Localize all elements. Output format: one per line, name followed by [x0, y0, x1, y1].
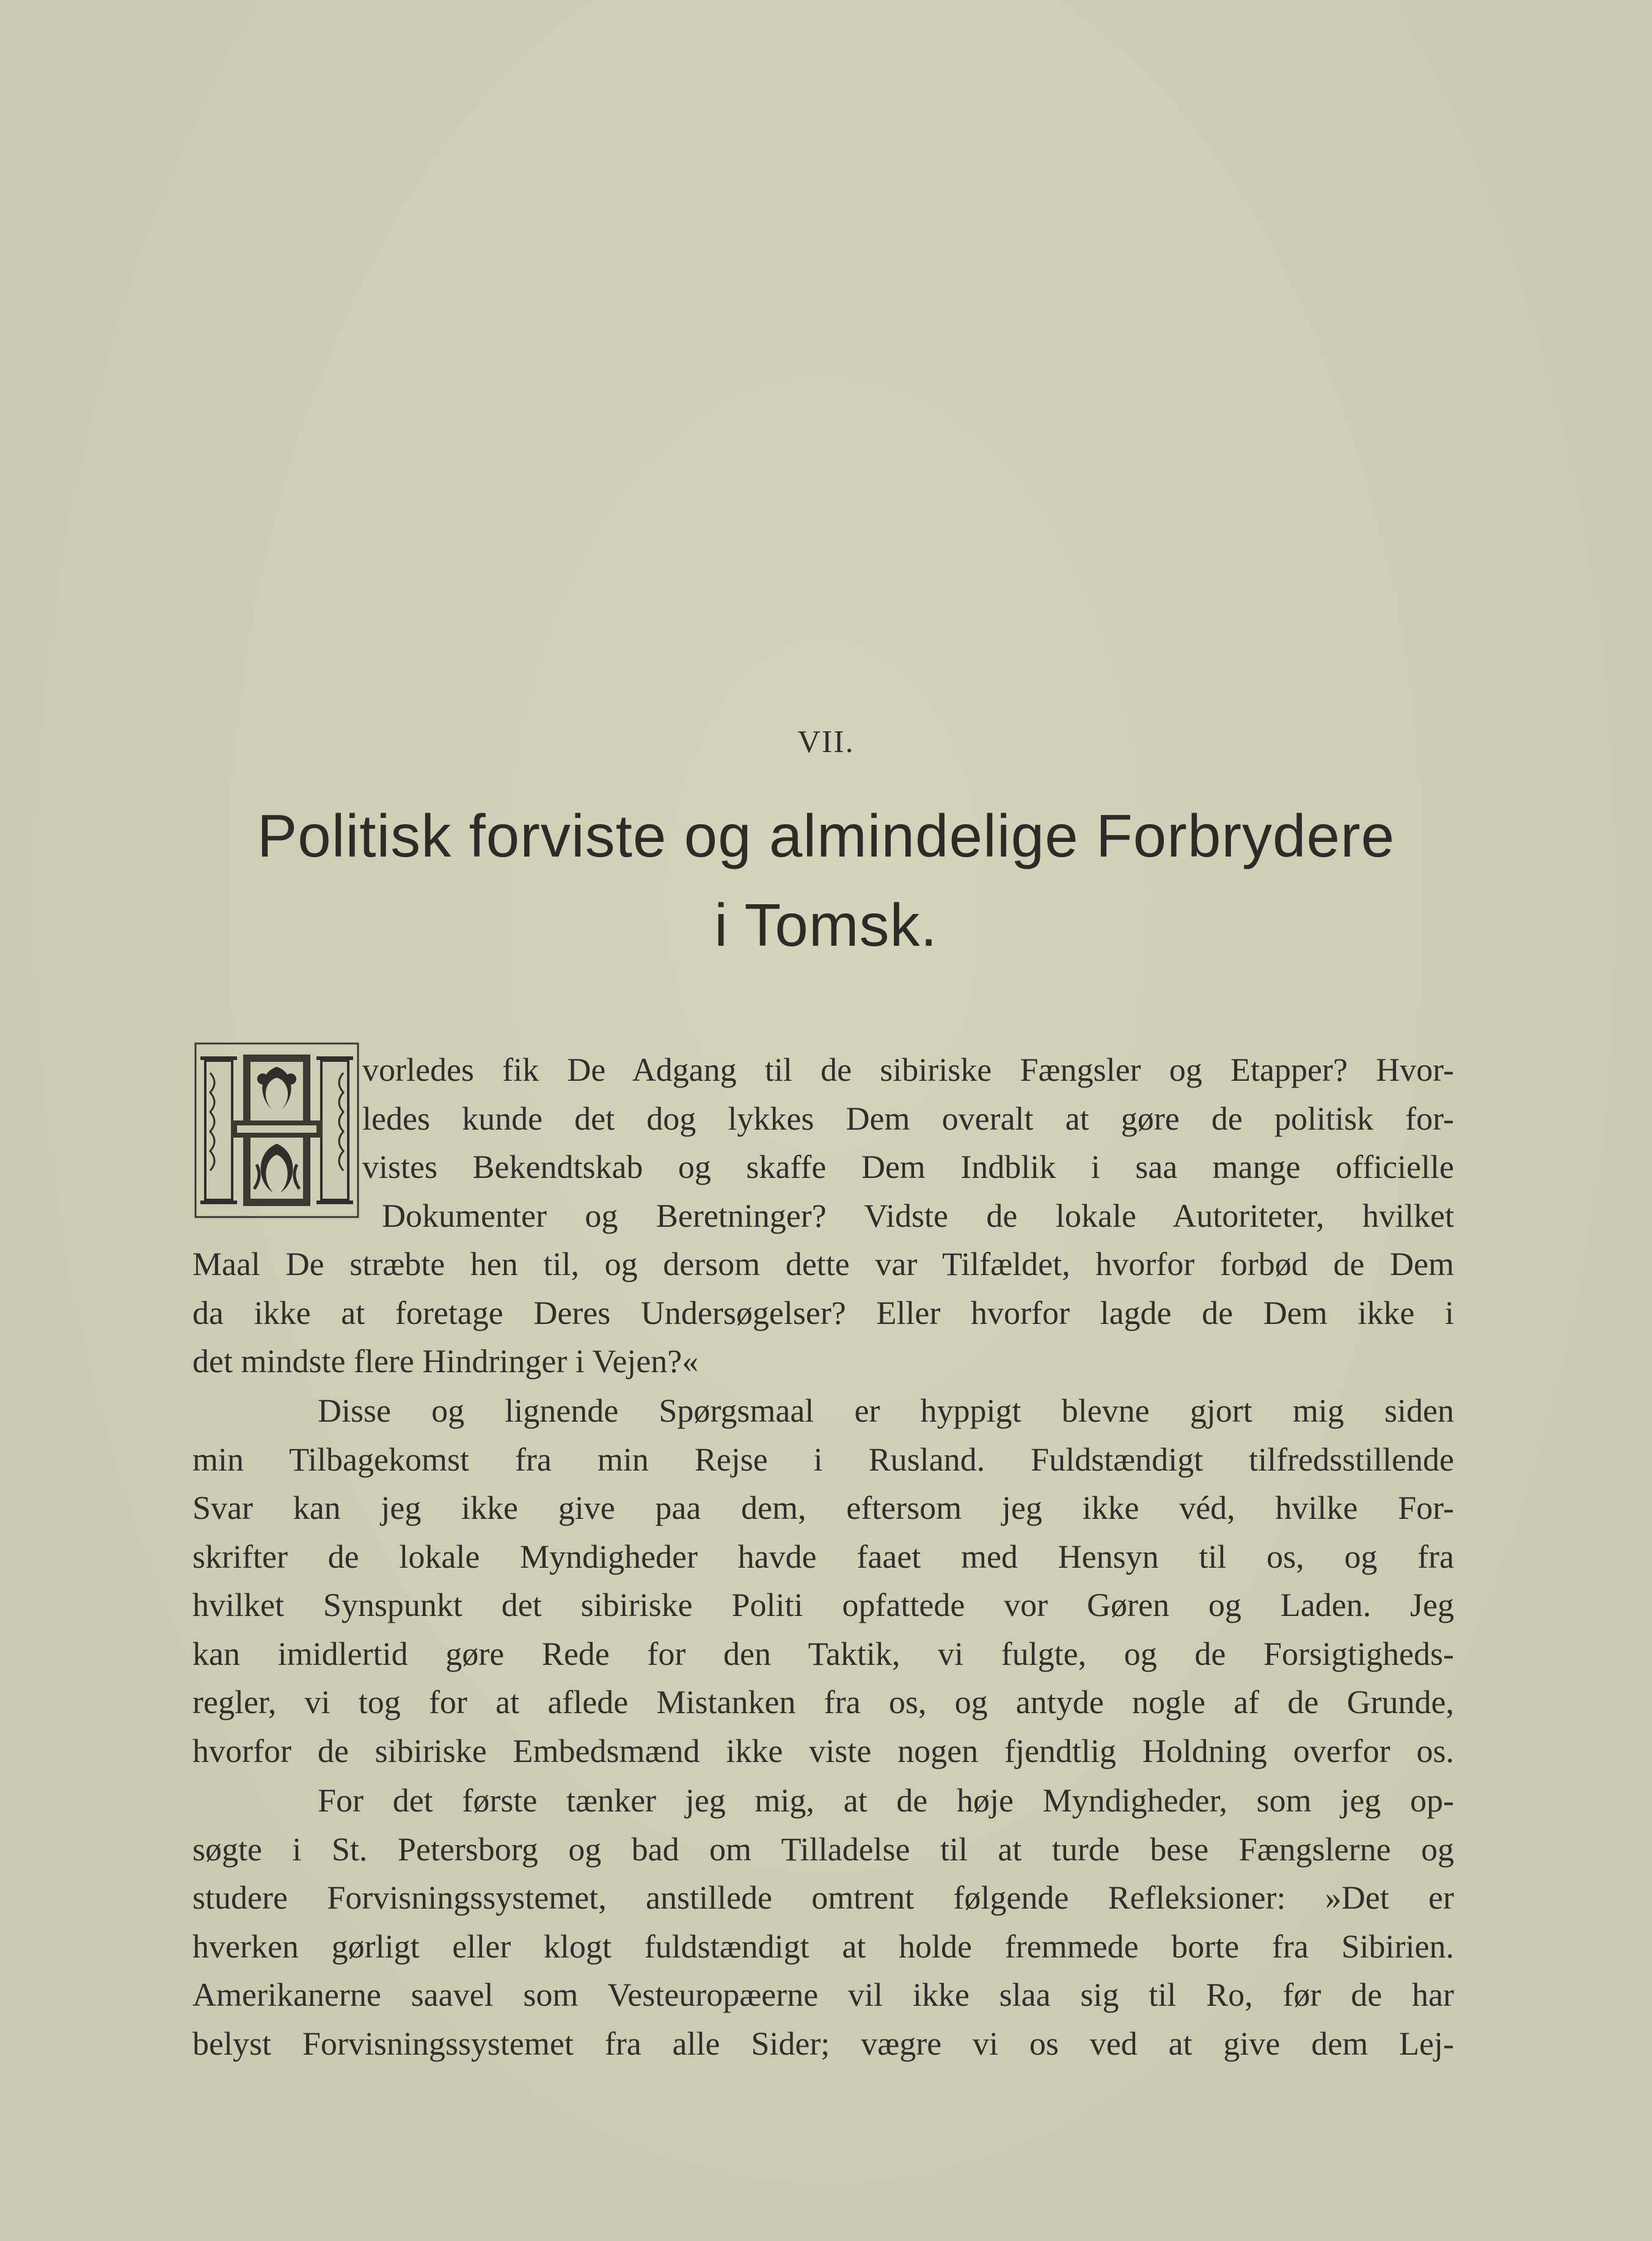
text-line: Disse og lignende Spørgsmaal er hyppigt blevne gjort mig siden [318, 1392, 1454, 1429]
text-line: regler, vi tog for at aflede Mistanken fra os, og antyde nogle af de Grunde, [192, 1684, 1454, 1720]
text-line: da ikke at foretage Deres Undersøgelser? Eller hvorfor lagde de Dem ikke i [192, 1294, 1454, 1331]
text-line: min Tilbagekomst fra min Rejse i Rusland. Fuldstændigt tilfredsstillende [192, 1441, 1454, 1478]
paragraph-3 [192, 1777, 1454, 2068]
text-line: Maal De stræbte hen til, og dersom dette var Tilfældet, hvorfor forbød de Dem [192, 1246, 1454, 1282]
text-line: For det første tænker jeg mig, at de høje Myndigheder, som jeg op- [318, 1782, 1454, 1819]
text-line: kan imidlertid gøre Rede for den Taktik, vi fulgte, og de Forsigtigheds- [192, 1635, 1454, 1672]
text-line: studere Forvisningssystemet, anstillede omtrent følgende Refleksioner: »Det er [192, 1879, 1454, 1916]
chapter-title-line-2: i Tomsk. [714, 891, 938, 959]
paragraph-1 [192, 1046, 1454, 1386]
text-line: Dokumenter og Beretninger? Vidste de lokale Autoriteter, hvilket [382, 1197, 1454, 1234]
text-line: det mindste flere Hindringer i Vejen?« [192, 1343, 699, 1380]
chapter-number: VII. [797, 725, 855, 759]
text-line: belyst Forvisningssystemet fra alle Sider; vægre vi os ved at give dem Lej- [192, 2025, 1454, 2062]
text-line: hvilket Synspunkt det sibiriske Politi opfattede vor Gøren og Laden. Jeg [192, 1587, 1454, 1623]
text-line: hvorfor de sibiriske Embedsmænd ikke viste nogen fjendtlig Holdning overfor os. [192, 1732, 1454, 1769]
text-line: Svar kan jeg ikke give paa dem, eftersom jeg ikke véd, hvilke For- [192, 1490, 1454, 1526]
text-line: vistes Bekendtskab og skaffe Dem Indblik i saa mange officielle [362, 1149, 1454, 1185]
text-line: ledes kunde det dog lykkes Dem overalt at gøre de politisk for- [362, 1100, 1454, 1137]
chapter-title-line-1: Politisk forviste og almindelige Forbrydere [257, 802, 1395, 869]
text-line: Amerikanerne saavel som Vesteuropæerne vil ikke slaa sig til Ro, før de har [192, 1976, 1454, 2013]
text-line: søgte i St. Petersborg og bad om Tilladelse til at turde bese Fængslerne og [192, 1830, 1454, 1868]
paragraph-2 [192, 1387, 1454, 1775]
text-line: skrifter de lokale Myndigheder havde faaet med Hensyn til os, og fra [192, 1538, 1454, 1575]
text-line: vorledes fik De Adgang til de sibiriske Fængsler og Etapper? Hvor- [362, 1051, 1454, 1088]
text-line: hverken gørligt eller klogt fuldstændigt at holde fremmede borte fra Sibirien. [192, 1928, 1454, 1965]
